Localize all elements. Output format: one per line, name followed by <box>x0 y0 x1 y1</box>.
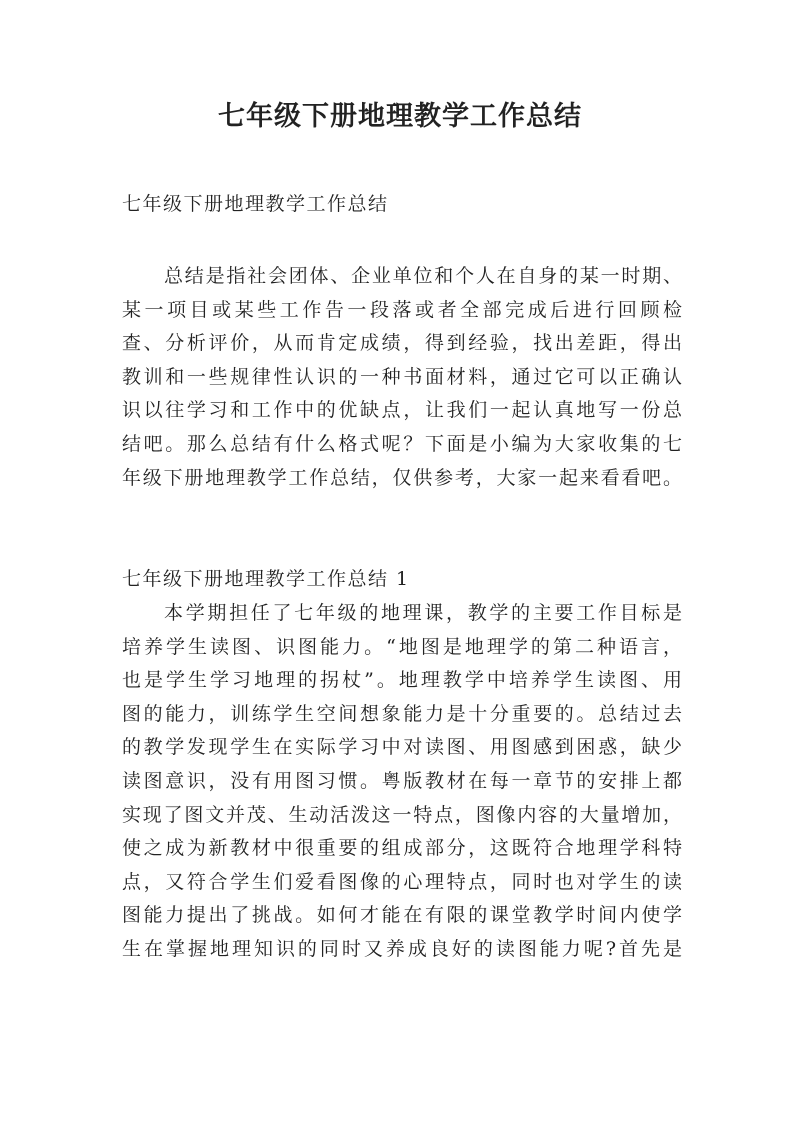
body-line: 使之成为新教材中很重要的组成部分，这既符合地理学科特 <box>122 837 682 860</box>
intro-line: 识以往学习和工作中的优缺点，让我们一起认真地写一份总 <box>122 399 682 422</box>
body-line: 也是学生学习地理的拐杖”。地理教学中培养学生读图、用 <box>122 669 682 692</box>
intro-line: 查、分析评价，从而肯定成绩，得到经验，找出差距，得出 <box>122 332 682 355</box>
intro-paragraph <box>122 260 682 495</box>
intro-line: 某一项目或某些工作告一段落或者全部完成后进行回顾检 <box>122 298 682 321</box>
body-line: 图的能力，训练学生空间想象能力是十分重要的。总结过去 <box>122 702 682 725</box>
intro-line: 结吧。那么总结有什么格式呢？下面是小编为大家收集的七 <box>122 432 682 455</box>
body-line: 生在掌握地理知识的同时又养成良好的读图能力呢?首先是 <box>122 937 682 960</box>
body-line: 实现了图文并茂、生动活泼这一特点，图像内容的大量增加， <box>122 803 682 826</box>
body-paragraph <box>122 597 682 967</box>
intro-line: 教训和一些规律性认识的一种书面材料，通过它可以正确认 <box>122 365 682 388</box>
body-line: 培养学生读图、识图能力。“地图是地理学的第二种语言， <box>122 635 682 658</box>
intro-line: 年级下册地理教学工作总结，仅供参考，大家一起来看看吧。 <box>122 466 682 489</box>
body-line: 图能力提出了挑战。如何才能在有限的课堂教学时间内使学 <box>122 904 682 927</box>
section-heading: 七年级下册地理教学工作总结 1 <box>122 568 410 590</box>
body-line: 点，又符合学生们爱看图像的心理特点，同时也对学生的读 <box>122 870 682 893</box>
intro-line: 总结是指社会团体、企业单位和个人在自身的某一时期、 <box>164 265 682 287</box>
body-line: 的教学发现学生在实际学习中对读图、用图感到困惑，缺少 <box>122 736 682 759</box>
body-line: 读图意识，没有用图习惯。粤版教材在每一章节的安排上都 <box>122 769 682 792</box>
document-title: 七年级下册地理教学工作总结 <box>218 101 582 132</box>
document-subtitle: 七年级下册地理教学工作总结 <box>122 193 389 215</box>
body-line: 本学期担任了七年级的地理课，教学的主要工作目标是 <box>164 602 682 624</box>
